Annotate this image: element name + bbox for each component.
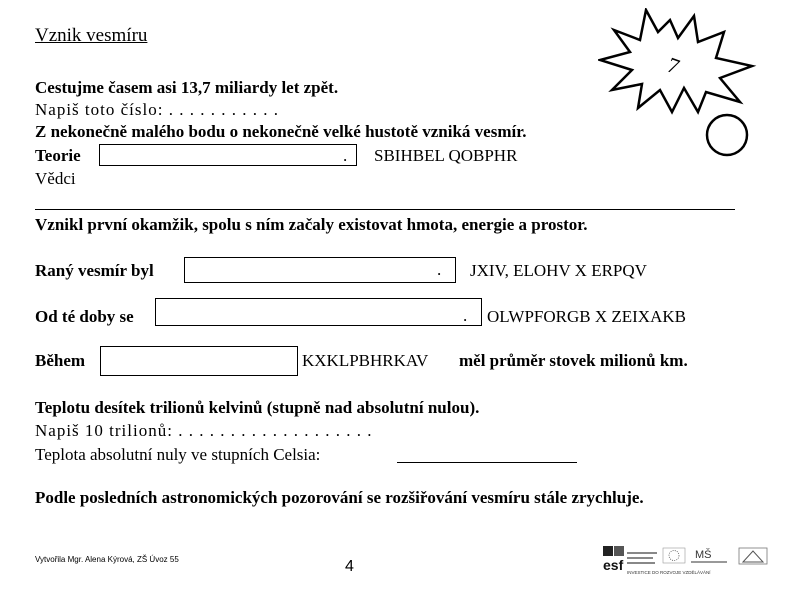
behem-rest: měl průměr stovek milionů km. <box>459 351 688 370</box>
circle-shape <box>704 112 750 158</box>
rany-answer-box[interactable] <box>184 257 456 283</box>
vedci-answer-line[interactable] <box>35 209 735 210</box>
od-dot: . <box>463 306 468 325</box>
vedci-label: Vědci <box>35 169 76 188</box>
teorie-dot: . <box>343 146 348 165</box>
teorie-label: Teorie <box>35 146 81 165</box>
line-teplota-abs: Teplota absolutní nuly ve stupních Celsia: <box>35 445 321 464</box>
rany-cipher: JXIV, ELOHV X ERPQV <box>470 261 647 280</box>
msmt-logo <box>691 548 727 563</box>
line-cestujme: Cestujme časem asi 13,7 miliardy let zpět. <box>35 78 339 97</box>
behem-label: Během <box>35 351 86 370</box>
behem-answer-box[interactable] <box>100 346 298 376</box>
line-podle: Podle posledních astronomických pozorování se rozšiřování vesmíru stále zrychluje. <box>35 488 644 507</box>
footer-author: Vytvořila Mgr. Alena Kýrová, ZŠ Úvoz 55 <box>35 555 179 564</box>
op-vk-logo <box>739 548 767 564</box>
od-label: Od té doby se <box>35 307 134 326</box>
line-napis-cislo: Napiš toto číslo: . . . . . . . . . . . <box>35 100 279 119</box>
line-napis-10: Napiš 10 trilionů: . . . . . . . . . . . . . . . . . . . <box>35 421 373 440</box>
star-burst-shape <box>598 8 758 118</box>
rany-label: Raný vesmír byl <box>35 261 154 280</box>
page-title: Vznik vesmíru <box>35 25 148 46</box>
esf-logo <box>603 544 771 576</box>
od-answer-box[interactable] <box>155 298 482 326</box>
eu-logo <box>663 548 685 563</box>
page-number: 4 <box>345 558 354 575</box>
logo-caption: INVESTICE DO ROZVOJE VZDĚLÁVÁNÍ <box>627 570 711 575</box>
star-label: 7 <box>664 51 683 80</box>
teorie-cipher: SBIHBEL QOBPHR <box>374 146 518 165</box>
svg-text:MŠ: MŠ <box>695 549 712 561</box>
od-cipher: OLWPFORGB X ZEIXAKB <box>487 307 686 326</box>
line-teplotu: Teplotu desítek trilionů kelvinů (stupně nad absolutní nulou). <box>35 398 480 417</box>
behem-cipher: KXKLPBHRKAV <box>302 351 429 370</box>
svg-text:esf: esf <box>603 557 624 573</box>
teorie-answer-box[interactable] <box>99 144 357 166</box>
line-vznikl: Vznikl první okamžik, spolu s ním začaly existovat hmota, energie a prostor. <box>35 215 588 234</box>
line-nekonecne: Z nekonečně malého bodu o nekonečně velké hustotě vzniká vesmír. <box>35 122 527 141</box>
rany-dot: . <box>437 260 442 279</box>
teplota-answer-line[interactable] <box>397 462 577 463</box>
